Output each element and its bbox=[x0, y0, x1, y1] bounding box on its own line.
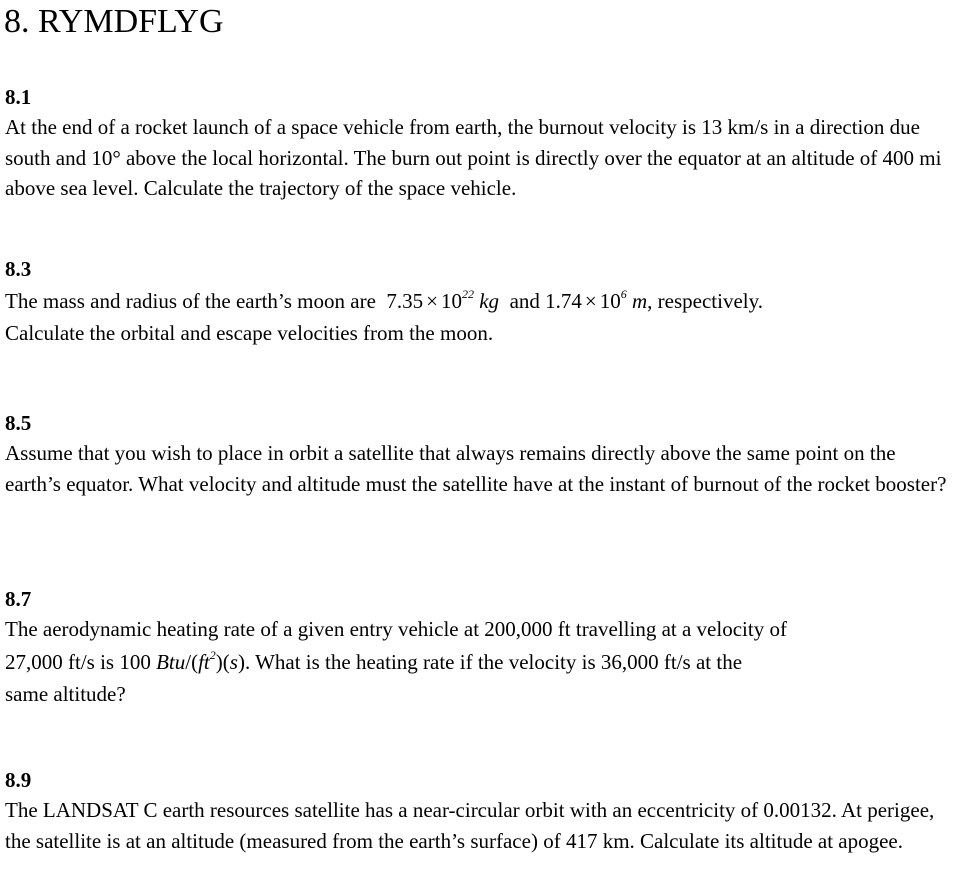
moon-radius-expression: $1.74 \times 10^6$ m bbox=[545, 287, 648, 313]
text-segment: , respectively. bbox=[647, 289, 763, 313]
problem-text-line: same altitude? bbox=[5, 681, 126, 706]
problem-text: The LANDSAT C earth resources satellite has a near-circular orbit with an eccentricity of 0.00132. At perigee, the satellite is at an altitude (measured from the earth’s surface) of 417 km. Calculate its altitude at apogee. bbox=[5, 798, 935, 853]
moon-mass-expression: $7.35 \times 10^{22}$ kg bbox=[386, 287, 500, 313]
problem-8-1 bbox=[5, 82, 950, 204]
text-segment: 27,000 ft/s is bbox=[5, 649, 115, 674]
section-title: 8. RYMDFLYG bbox=[4, 3, 224, 40]
problem-text-line bbox=[5, 645, 950, 679]
problem-8-3 bbox=[5, 254, 950, 349]
problem-8-7 bbox=[5, 584, 950, 709]
problem-number: 8.9 bbox=[5, 768, 32, 792]
heating-rate-expression: 100 Btu/$(ft^2)(s)$ bbox=[119, 647, 245, 674]
problem-number: 8.5 bbox=[5, 411, 32, 435]
problem-8-9 bbox=[5, 765, 950, 856]
problem-text-line: The aerodynamic heating rate of a given entry vehicle at 200,000 ft travelling at a velocity of bbox=[5, 617, 787, 641]
problem-text: At the end of a rocket launch of a space vehicle from earth, the burnout velocity is 13 km/s in a direction due south and 10° above the local horizontal. The burn out point is directly over the equator at an altitude of 400 mi above sea level. Calculate the trajectory of the space vehicle. bbox=[5, 115, 942, 200]
problem-8-5 bbox=[5, 408, 950, 499]
text-segment: and bbox=[509, 289, 540, 313]
problem-text-line: Calculate the orbital and escape velocities from the moon. bbox=[5, 321, 494, 345]
problem-number: 8.3 bbox=[5, 257, 32, 281]
problem-text-line bbox=[5, 284, 950, 318]
problem-text: Assume that you wish to place in orbit a satellite that always remains directly above the same point on the earth’s equator. What velocity and altitude must the satellite have at the instant of burnout of the rocket booster? bbox=[5, 441, 947, 496]
text-segment: . What is the heating rate if the velocity is 36,000 ft/s at the bbox=[244, 649, 743, 674]
problem-number: 8.1 bbox=[5, 85, 32, 109]
problem-number: 8.7 bbox=[5, 587, 32, 611]
text-segment: The mass and radius of the earth’s moon are bbox=[5, 289, 376, 313]
